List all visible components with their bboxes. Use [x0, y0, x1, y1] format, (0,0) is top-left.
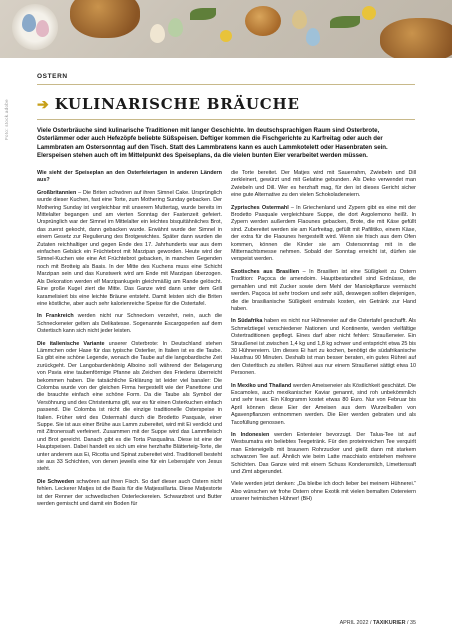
- paragraph-text: – In Griechenland und Zypern gibt es eine mit der Brodetto Pasquale vergleichbare Suppe, die dort Avgolemono heißt. In Zypern werden außerdem Flaounes gebacken, Brote, die mit Käse gefüllt sind. Zubereitet werden sie am Karfreitag, gefüllt mit Pafilitiko, einem Käse, der extra für die Flaounes hergestellt wird. Wenn sie frisch aus dem Ofen kommen, können die Kinder sie am Ostersonntag mit in die Mitternachtsmesse nehmen. Sobald der Sonntag erreicht ist, dürfen sie verspeist werden.: [231, 204, 417, 263]
- paragraph-lead: Großbritannien: [37, 189, 77, 196]
- leaf: [330, 16, 360, 28]
- paragraph-italy: [37, 341, 222, 474]
- right-arrow-icon: ➔: [37, 96, 49, 112]
- headline-row: [37, 93, 300, 115]
- page-footer: [272, 620, 416, 626]
- paragraph-brazil: [231, 269, 416, 313]
- paragraph-text: werden Ameiseneier als Köstlichkeit geschätzt. Die Escamoles, auch mexikanischer Kaviar genannt, sind roh unbekömmlich und sehr teuer. Ein Kilogramm kostet etwas 80 Euro. Nur von Februar bis April können diese Eier der Ameisen aus dem Wurzelballen von Agavenpflanzen entnommen werden. Die Eier werden gebraten und als Tacofüllung genossen.: [231, 382, 416, 426]
- bread-loaf: [70, 0, 140, 38]
- bread-loaf: [380, 18, 452, 58]
- divider: [37, 84, 415, 85]
- paragraph-lead: Exotisches aus Brasilien: [231, 268, 300, 275]
- easter-egg: [22, 14, 36, 32]
- paragraph-text: schwören auf ihren Fisch. So darf dieser auch Ostern nicht fehlen. Leckerer Matjes ist die Basis für die Matjessillarta. Diese Matjestorte ist der Renner der schwedischen Osterleckereien. Schwarzbrot und Butter werden gemischt und damit ein Boden für: [37, 478, 222, 508]
- paragraph-mexico-thailand: [231, 383, 416, 427]
- magazine-name: TAXIKURIER: [372, 620, 406, 626]
- question-heading: Wie sieht der Speiseplan an den Osterfeiertagen in anderen Ländern aus?: [37, 170, 222, 184]
- paragraph-lead: In Frankreich: [37, 313, 74, 320]
- paragraph-text: – Die Briten schwören auf ihren Simnel Cake. Ursprünglich wurde dieser Kuchen, fast eine Torte, zum Mothering Sunday gebacken. Der Mothering Sunday ist vergleichbar mit unserem Muttertag, wurde bereits im Mittelalter begangen und am vierten Sonntag der Fastenzeit gefeiert. Ursprünglich war der Simnel im Mittelalter ein leichtes bisquitähnliches Brot, das zuerst gekocht, dann gebacken wurde. Erwähnt wurde der Simnel in einem Gesetz zur Regulierung des Brotgewichtes. Später dann wurden die Zutaten reichhaltiger und gegen Ende des 17. Jahrhunderts war aus dem einfachen Gebäck ein Früchtebrot mit Marzipan geworden. Heute wird der Simnel-Kuchen wie eine Art Früchtebrot gebacken, in manchen Gegenden noch mit Brotteig als Basis. In der Mitte des Kuchens muss eine Schicht Marzipan sein und das Kunstwerk wird am Ende mit Marzipan überzogen. Als Dekoration werden elf Marzipankugeln gleichmäßig am Rande gelöscht. Eine große Kugel ziert die Mitte. Das Ganze wird dann unter dem Grill karamelisiert bis eine leichte Bräune entsteht. Damit leisten sich die Briten eine köstliche, aber auch sehr kalorienreiche Speise für die Ostertafel.: [37, 189, 222, 307]
- paragraph-lead: In Indonesien: [231, 432, 270, 438]
- paragraph-text: – In Brasilien ist eine Süßigkeit zu Ostern Tradition: Paçoca de amendoim. Hauptbestandteil sind Erdnüsse, die gemahlen und mit Zucker sowie dem Mehl der Maniokpflanze vermischt werden. Paçoca ist sehr trocken und sehr süß, deswegen sollten diejenigen, die die brasilianische Süßigkeit erstmals kosten, ein Getränk zur Hand haben.: [231, 268, 416, 312]
- paragraph-lead: In Südafrika: [231, 318, 263, 325]
- section-label: OSTERN: [37, 73, 68, 80]
- bread-roll: [245, 6, 281, 36]
- paragraph-closing: Viele werden jetzt denken: „Da bleibe ich doch lieber bei meinem Hühnerei.“ Also wünschen wir frohe Ostern ohne Exotik mit vielen bemalten Ostereiern unserer heimischen Hühner! (BH): [231, 481, 416, 503]
- easter-egg: [150, 24, 165, 43]
- paragraph-sweden-cont: die Torte bereitet. Der Matjes wird mit Sauerrahm, Zwiebeln und Dill zerkleinert, gewürzt und mit Gelatine gebunden. Als Deko verwendet man Zwiebeln und Dill. Wer es herzhaft mag, für den ist dieses Gericht sicher eine gute Alternative zu den vielen Schokoladeneiern.: [231, 170, 416, 199]
- flower: [362, 6, 376, 20]
- paragraph-text: unserer Osterbrote: In Deutschland stehen Lämmchen oder Hase für das typische Osterlier, in Italien ist es die Taube. Es gibt eine schöne Legende, wonach die Taube auf die langobardische Zeit zurückgeht. Der Langobardenkönig Alboino soll während der Belagerung von Pavia eine taubenförmige Pfanne als Zeichen des Friedens überreicht bekommen haben. Die tatsächliche Erklärung ist leider viel banaler: Die Colomba wurde von der gleichen Firma hergestellt wie der Panettone und die brauchte einfach eine schöne Form. Da die Taube als Symbol der Versöhnung und des Christentums gilt, war es für einen Osterkuchen einfach passend. Die Colomba ist nicht die einzige traditionelle Osterspeise in Italien. Früher wird des Ostermahl durch die Brodetto Pasquale, einer Suppe. Sie ist aus einer Brühe aus Lamm zubereitet, wird mit Ei verdickt und mit Zitronensaft verfeinert. Zusammen mit der Suppe wird das Lammfleisch und Brot gereicht. Danach gibt es die Torta Pasqualina. Diese ist eine der Hauptspeisen. Dabei handelt es sich um eine herzhafte Blätterteig-Torte, die unter anderem aus Ei, Ricotta und Spinat zubereitet wird. Traditionell besteht sie aus 33 Schichten, von denen jeweils eine für ein Lebensjahr von Jesus steht.: [37, 340, 222, 473]
- paragraph-text: werden nicht nur Schnecken verzehrt, nein, auch die Schneckeneier gelten als Delikatesse. Sogenannte Escargoperlen auf dem Ostertisch kann sich nicht jeder leisten.: [37, 313, 222, 335]
- page-number: / 35: [405, 620, 416, 626]
- header-photo: [0, 0, 452, 58]
- paragraph-sweden: [37, 479, 222, 509]
- easter-egg: [292, 10, 307, 29]
- paragraph-lead: Zyprisches Ostermahl: [231, 204, 289, 211]
- paragraph-lead: Die Schweden: [37, 478, 75, 485]
- paragraph-lead: Die italienische Variante: [37, 340, 105, 347]
- flower: [220, 30, 232, 42]
- photo-credit: Foto: stock.adobe: [4, 99, 9, 140]
- easter-egg: [306, 28, 320, 46]
- paragraph-great-britain: [37, 190, 222, 309]
- right-column: [231, 170, 416, 509]
- leaf: [190, 8, 216, 20]
- divider: [37, 119, 415, 120]
- easter-egg: [168, 18, 183, 37]
- paragraph-south-africa: [231, 318, 416, 377]
- paragraph-cyprus: [231, 205, 416, 264]
- paragraph-text: haben es nicht nur Hühnereier auf die Ostertafel geschafft. Als Schmelztiegel verschiedener Nationen und Kontinente, werden vielfältige Ostertraditionen gepflegt. Eines darf aber nicht fehlen: Straußeneier. Ein Straußenei ist zwischen 1,4 kg und 1,8 kg schwer und entspricht etwa 25 bis 30 Hühnereiern. Um dieses Ei hart zu kochen, benötigt die südafrikanische Hausfrau 90 Minuten. Deshalb ist man besser beraten, ein gutes Rührei auf den Osterltisch zu stellen. Rührei aus nur einem Straußenei sättigt etwa 10 Personen.: [231, 318, 416, 377]
- lead-paragraph: Viele Osterbräuche sind kulinarische Traditionen mit langer Geschichte. Im deutschsprachigen Raum sind Osterbrote, Osterlämmer oder auch Hefezöpfe beliebte Süßspeisen. Deftiger kommen die Fischgerichte zu Karfreitag oder auch der Lammbraten am Ostersonntag auf den Tisch. Statt des Lammbratens kann es auch Lammkotelett oder Hasenbraten sein. Elerspeisen stehen auch oft im Mittelpunkt des Speiseplans, da die vielen bunten Eier verarbeitet werden müssen.: [37, 127, 388, 159]
- issue-date: APRIL 2022 /: [339, 620, 373, 626]
- paragraph-france: [37, 313, 222, 335]
- paragraph-lead: In Mexiko und Thailand: [231, 382, 292, 389]
- easter-egg: [36, 20, 49, 37]
- left-column: [37, 170, 222, 513]
- paragraph-text: werden Ententeier bevorzugt. Der Talua-Tee ist auf Westsumatra ein beliebtes Teegetränk. Für den proteinreichen Tee verquirlt man Enteneigelb mit braunem Rohrzucker und gießt dann mit starkem schwarzen Tee auf. Ähnlich wie beim Latte macchiato entstehen mehrere Schichten. Das Ganze wird mit einem Schuss Kondensmilch, Limettensaft und Zimt abgerundet.: [231, 432, 416, 476]
- headline: KULINARISCHE BRÄUCHE: [54, 95, 300, 113]
- paragraph-indonesia: [231, 432, 416, 476]
